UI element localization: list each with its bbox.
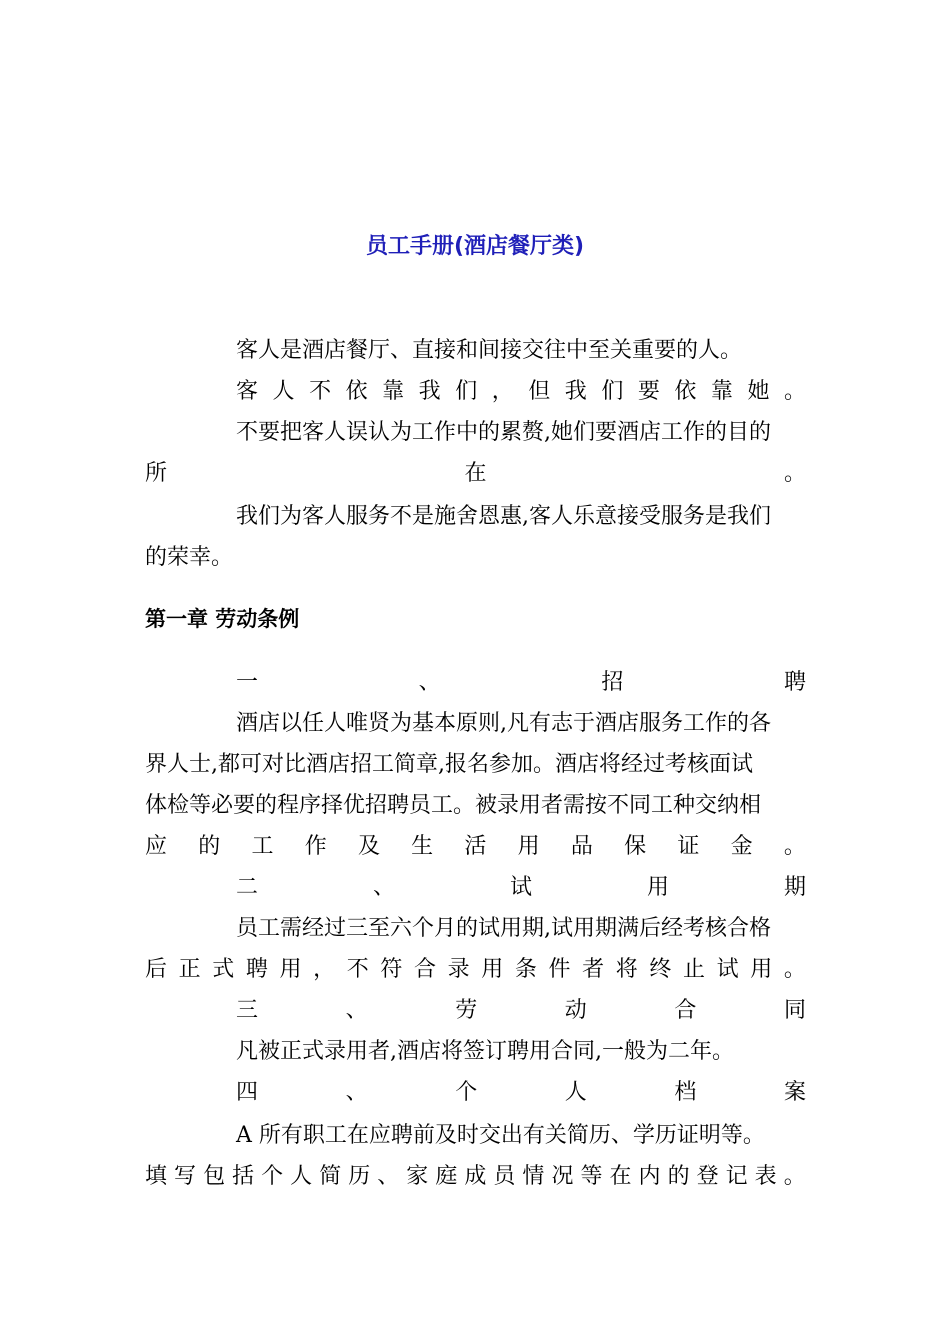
- section-2-body-line-1: 员工需经过三至六个月的试用期,试用期满后经考核合格: [236, 916, 771, 941]
- section-4-title: 四 、 个 人 档 案: [236, 1080, 806, 1105]
- intro-paragraph-2: 客 人 不 依 靠 我 们 ， 但 我 们 要 依 靠 她 。: [236, 379, 806, 404]
- section-3-body-line-1: 凡被正式录用者,酒店将签订聘用合同,一般为二年。: [236, 1039, 734, 1064]
- intro-paragraph-4-line-2: 的荣幸。: [145, 545, 234, 570]
- intro-paragraph-3-line-1: 不要把客人误认为工作中的累赘,她们要酒店工作的目的: [236, 420, 771, 445]
- section-3-title: 三 、 劳 动 合 同: [236, 998, 806, 1023]
- section-4-body-line-1: A 所有职工在应聘前及时交出有关简历、学历证明等。: [236, 1123, 765, 1148]
- section-4-body-line-2: 填 写 包 括 个 人 简 历 、 家 庭 成 员 情 况 等 在 内 的 登 记 表 。: [145, 1164, 806, 1189]
- section-2-title: 二 、 试 用 期: [236, 875, 806, 900]
- section-1-body-line-3: 体检等必要的程序择优招聘员工。被录用者需按不同工种交纳相: [145, 793, 762, 818]
- document-title: 员工手册(酒店餐厅类): [365, 234, 585, 259]
- section-1-title: 一 、 招 聘: [236, 670, 806, 695]
- intro-paragraph-4-line-1: 我们为客人服务不是施舍恩惠,客人乐意接受服务是我们: [236, 504, 771, 529]
- section-2-body-line-2: 后 正 式 聘 用 ， 不 符 合 录 用 条 件 者 将 终 止 试 用 。: [145, 957, 806, 982]
- intro-paragraph-1: 客人是酒店餐厅、直接和间接交往中至关重要的人。: [236, 338, 743, 363]
- chapter-heading: 第一章 劳动条例: [145, 607, 300, 631]
- section-1-body-line-4: 应 的 工 作 及 生 活 用 品 保 证 金 。: [145, 834, 806, 859]
- intro-paragraph-3-line-2: 所 在 。: [145, 461, 806, 486]
- section-1-body-line-2: 界人士,都可对比酒店招工简章,报名参加。酒店将经过考核面试: [145, 752, 753, 777]
- section-1-body-line-1: 酒店以任人唯贤为基本原则,凡有志于酒店服务工作的各: [236, 711, 771, 736]
